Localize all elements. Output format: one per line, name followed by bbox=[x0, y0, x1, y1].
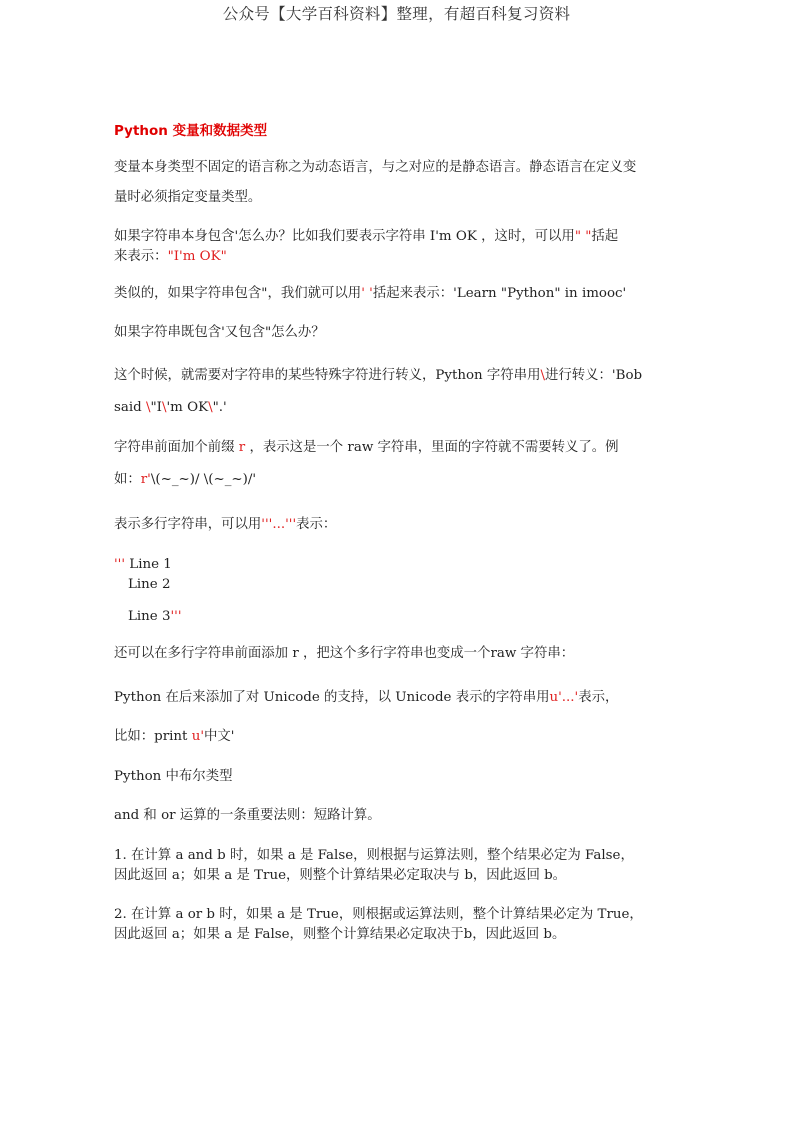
text: 如果字符串本身包含'怎么办？比如我们要表示字符串 I'm OK ，这时，可以用 bbox=[114, 229, 575, 244]
code-line-1 bbox=[114, 555, 686, 575]
highlight-backslash: \ bbox=[208, 400, 213, 415]
text: 进行转义：'Bob bbox=[544, 368, 643, 383]
paragraph-escape-line1 bbox=[114, 366, 686, 386]
code-line-2: Line 2 bbox=[128, 577, 171, 592]
text: Line 1 bbox=[125, 557, 172, 572]
paragraph-multiline-intro bbox=[114, 515, 686, 535]
text: 字符串前面加个前缀 bbox=[114, 440, 239, 455]
paragraph-unicode bbox=[114, 688, 686, 708]
paragraph-short-circuit: and 和 or 运算的一条重要法则：短路计算。 bbox=[114, 808, 381, 823]
highlight-r-prefix: r bbox=[238, 440, 246, 455]
text: 括起来表示：'Learn "Python" in imooc' bbox=[372, 286, 627, 301]
highlight-backslash: \ bbox=[161, 400, 167, 415]
page-header-banner: 公众号【大学百科资料】整理，有超百科复习资料 bbox=[222, 5, 571, 23]
text: 如： bbox=[114, 472, 141, 487]
text: 'm OK bbox=[166, 400, 209, 415]
section-title: Python 变量和数据类型 bbox=[114, 123, 268, 139]
paragraph-raw-string-line1 bbox=[114, 438, 686, 458]
list-item-and-line2: 因此返回 a；如果 a 是 True，则整个计算结果必定取决与 b，因此返回 b。 bbox=[114, 868, 567, 883]
highlight-unicode-prefix: u'...' bbox=[549, 690, 579, 705]
text: Python 在后来添加了对 Unicode 的支持，以 Unicode 表示的字符串用 bbox=[114, 690, 550, 705]
highlight-open-triple-quotes: ''' bbox=[114, 557, 126, 572]
highlight-u-prefix: u' bbox=[191, 729, 205, 744]
list-item-or-line2: 因此返回 a；如果 a 是 False，则整个计算结果必定取决于b，因此返回 b。 bbox=[114, 927, 566, 942]
text: 表示： bbox=[296, 517, 337, 532]
highlight-backslash: \ bbox=[540, 368, 545, 383]
paragraph-raw-string-line2 bbox=[114, 470, 686, 490]
paragraph-both-quotes-question: 如果字符串既包含'又包含"怎么办？ bbox=[114, 325, 325, 340]
list-item-and-line1: 1. 在计算 a and b 时，如果 a 是 False，则根据与运算法则，整个结果必定为 False， bbox=[114, 848, 634, 863]
text: 来表示： bbox=[114, 249, 168, 264]
paragraph-single-quote-line1 bbox=[114, 227, 686, 247]
text: "I bbox=[150, 400, 162, 415]
text: 表示， bbox=[578, 690, 619, 705]
code-line-3 bbox=[128, 607, 700, 627]
text: said bbox=[114, 400, 146, 415]
highlight-close-triple-quotes: ''' bbox=[170, 609, 182, 624]
paragraph-double-quote bbox=[114, 284, 686, 304]
paragraph-escape-line2 bbox=[114, 398, 686, 418]
paragraph-boolean-heading: Python 中布尔类型 bbox=[114, 769, 233, 784]
highlight-double-quotes: " " bbox=[574, 229, 592, 244]
paragraph-single-quote-line2 bbox=[114, 247, 686, 267]
highlight-triple-quotes: '''...''' bbox=[261, 517, 297, 532]
paragraph-raw-multiline: 还可以在多行字符串前面添加 r ，把这个多行字符串也变成一个raw 字符串： bbox=[114, 646, 575, 661]
highlight-example-string: "I'm OK" bbox=[167, 249, 227, 264]
text: \(~_~)/ \(~_~)/' bbox=[150, 472, 257, 487]
paragraph-unicode-example bbox=[114, 727, 686, 747]
text: 类似的，如果字符串包含"，我们就可以用 bbox=[114, 286, 362, 301]
text: 中文' bbox=[204, 729, 235, 744]
highlight-backslash: \ bbox=[145, 400, 151, 415]
text: Line 3 bbox=[128, 609, 171, 624]
text: ".' bbox=[212, 400, 227, 415]
paragraph-dynamic-typing-line1: 变量本身类型不固定的语言称之为动态语言，与之对应的是静态语言。静态语言在定义变 bbox=[114, 160, 637, 175]
text: 表示多行字符串，可以用 bbox=[114, 517, 262, 532]
highlight-r-prefix: r' bbox=[140, 472, 151, 487]
list-item-or-line1: 2. 在计算 a or b 时，如果 a 是 True，则根据或运算法则，整个计算结果必定为 True， bbox=[114, 907, 643, 922]
text: 这个时候，就需要对字符串的某些特殊字符进行转义，Python 字符串用 bbox=[114, 368, 541, 383]
text: 括起 bbox=[591, 229, 619, 244]
highlight-single-quotes: ' ' bbox=[361, 286, 373, 301]
text: ，表示这是一个 raw 字符串，里面的字符就不需要转义了。例 bbox=[245, 440, 619, 455]
text: 比如：print bbox=[114, 729, 192, 744]
paragraph-dynamic-typing-line2: 量时必须指定变量类型。 bbox=[114, 190, 262, 205]
